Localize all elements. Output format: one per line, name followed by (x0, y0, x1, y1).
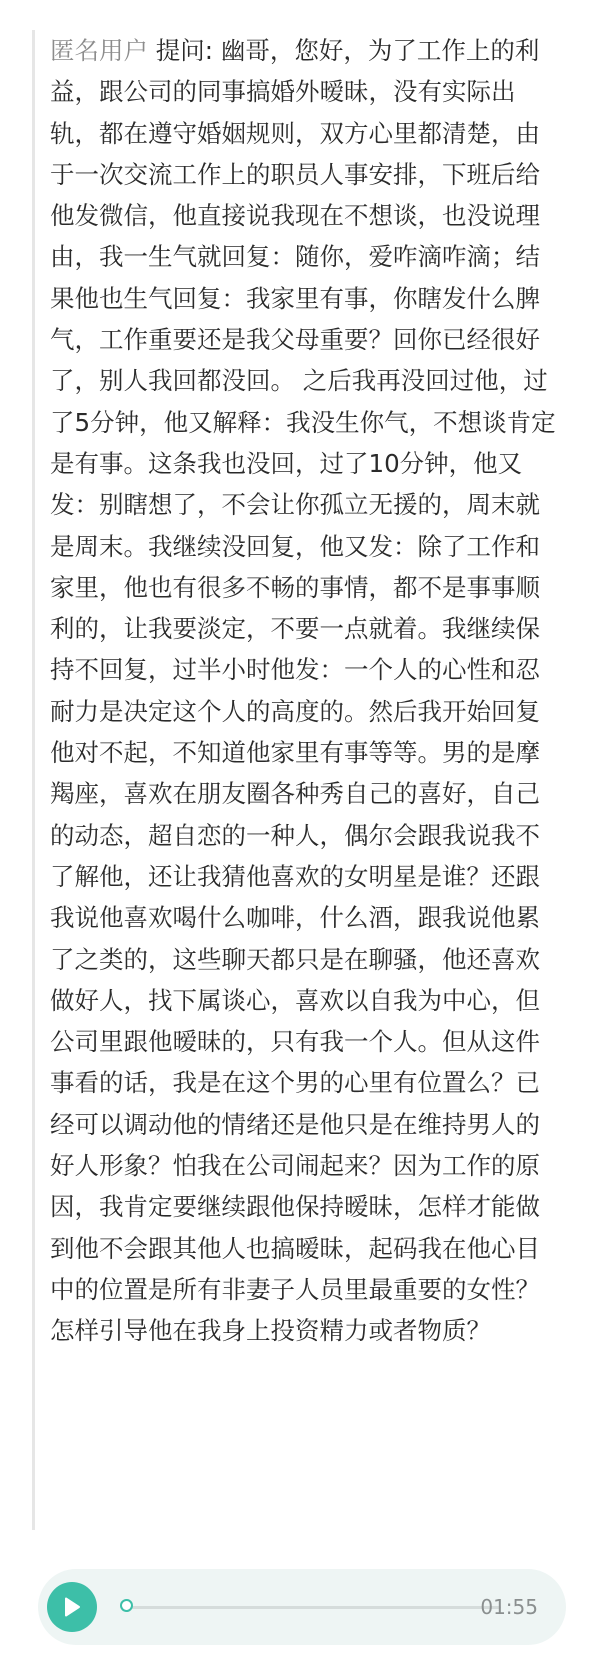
play-icon (63, 1597, 81, 1617)
progress-thumb[interactable] (120, 1599, 133, 1612)
question-body: 幽哥，您好，为了工作上的利益，跟公司的同事搞婚外暧昧，没有实际出轨，都在遵守婚姻规则，双方心里都清楚，由于一次交流工作上的职员人事安排，下班后给他发微信，他直接说我现在不想谈，也没说理由，我一生气就回复：随你，爱咋滴咋滴；结果他也生气回复：我家里有事，你瞎发什么脾气，工作重要还是我父母重要？回你已经很好了，别人我回都没回。 之后我再没回过他，过了5分钟，他又解释：我没生你气，不想谈肯定是有事。这条我也没回，过了10分钟，他又发：别瞎想了，不会让你孤立无援的，周末就是周末。我继续没回复，他又发：除了工作和家里，他也有很多不畅的事情，都不是事事顺利的，让我要淡定，不要一点就着。我继续保持不回复，过半小时他发：一个人的心性和忍耐力是决定这个人的高度的。然后我开始回复他对不起，不知道他家里有事等等。男的是摩羯座，喜欢在朋友圈各种秀自己的喜好，自己的动态，超自恋的一种人，偶尔会跟我说我不了解他，还让我猜他喜欢的女明星是谁？还跟我说他喜欢喝什么咖啡，什么酒，跟我说他累了之类的，这些聊天都只是在聊骚，他还喜欢做好人，找下属谈心，喜欢以自我为中心，但公司里跟他暧昧的，只有我一个人。但从这件事看的话，我是在这个男的心里有位置么？已经可以调动他的情绪还是他只是在维持男人的好人形象？怕我在公司闹起来？因为工作的原因，我肯定要继续跟他保持暧昧，怎样才能做到他不会跟其他人也搞暧昧，起码我在他心目中的位置是所有非妻子人员里最重要的女性？怎样引导他在我身上投资精力或者物质？ (50, 36, 556, 1346)
question-text (50, 30, 560, 1352)
progress-track[interactable] (126, 1606, 501, 1609)
duration-label: 01:55 (480, 1595, 538, 1619)
question-prefix: 提问: (155, 36, 214, 65)
play-button[interactable] (47, 1582, 97, 1632)
asker-label: 匿名用户 (50, 36, 148, 65)
audio-player (38, 1569, 566, 1645)
